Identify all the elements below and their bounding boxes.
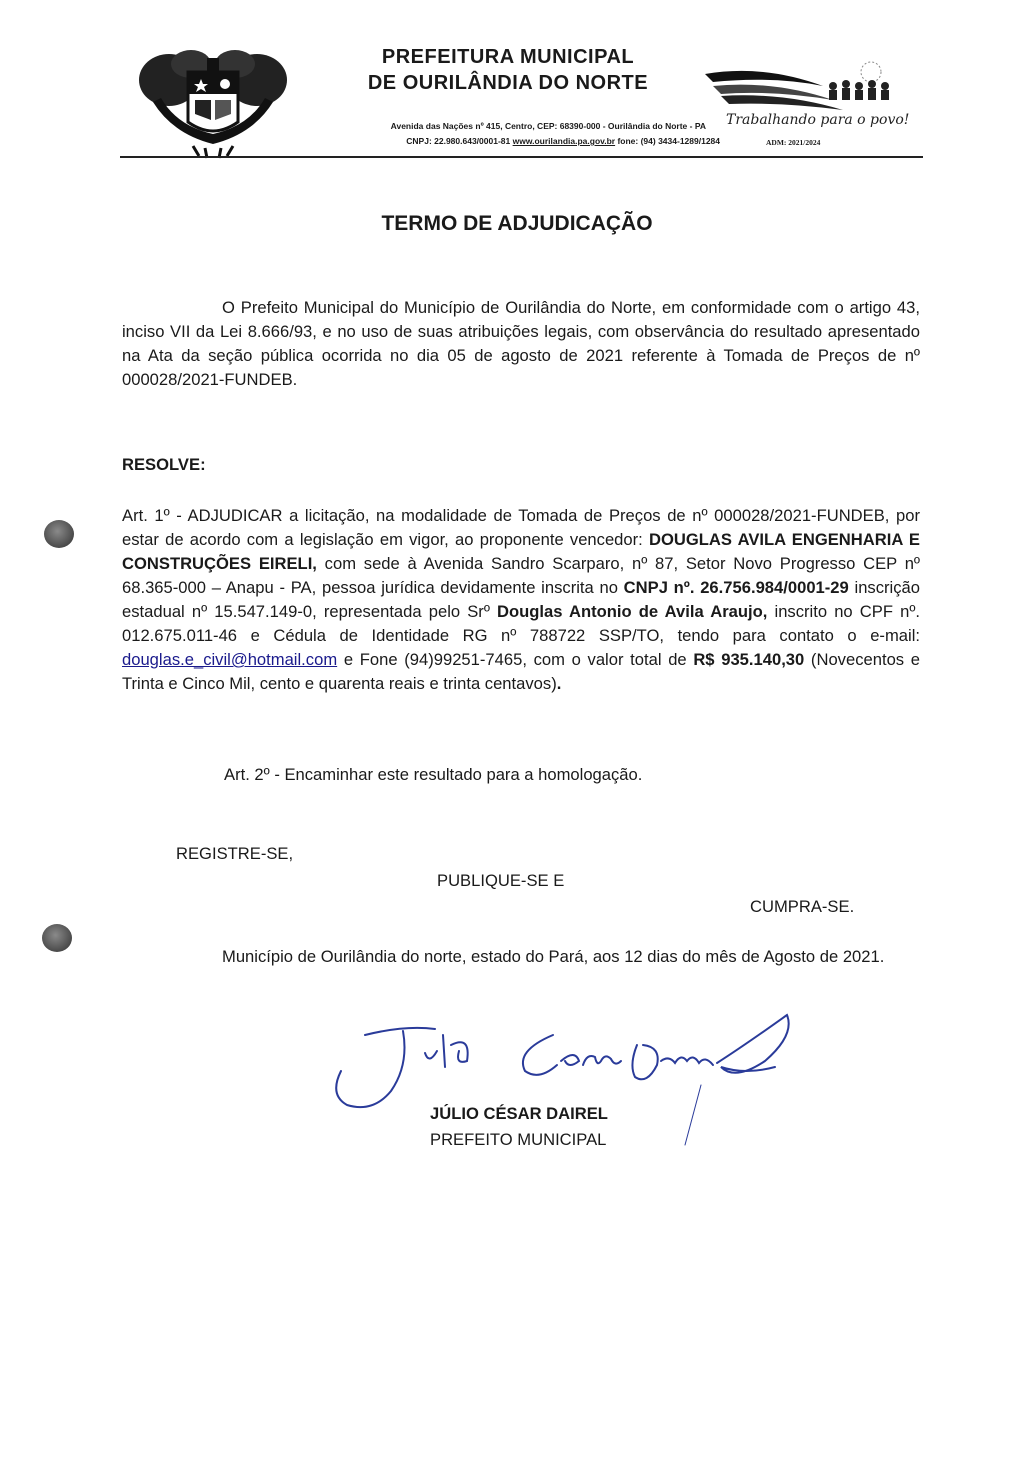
art1-text-4: inscrito no CPF nº. 012.675.011-46 e Cédula de Identidade RG nº 788722 SSP/TO, tendo para contato o e-mail: xyxy=(122,602,921,645)
publique-text: PUBLIQUE-SE E xyxy=(437,871,565,890)
intro-paragraph: O Prefeito Municipal do Município de Ourilândia do Norte, em conformidade com o artigo 43, inciso VII da Lei 8.666/93, e no uso de suas atribuições legais, com observância do resultado apresentado na Ata da seção pública ocorrida no dia 05 de agosto de 2021 referente à Tomada de Preços de nº 000028/2021-FUNDEB. xyxy=(122,298,920,389)
art1-text-3: inscrição estadual nº 15.547.149-0, representada pelo Srº xyxy=(122,578,920,621)
punch-hole-top xyxy=(44,520,74,548)
header-title-line2: DE OURILÂNDIA DO NORTE xyxy=(367,72,649,94)
art1-text-5: e Fone (94)99251-7465, com o valor total de xyxy=(337,650,694,669)
date-paragraph: Município de Ourilândia do norte, estado do Pará, aos 12 dias do mês de Agosto de 2021. xyxy=(222,947,885,966)
contact-email-link[interactable]: douglas.e_civil@hotmail.com xyxy=(122,650,338,669)
municipal-crest-logo xyxy=(133,44,293,162)
art1-period: . xyxy=(556,674,562,693)
signer-name: JÚLIO CÉSAR DAIREL xyxy=(430,1104,608,1123)
registre-text: REGISTRE-SE, xyxy=(176,844,294,863)
total-value: R$ 935.140,30 xyxy=(693,650,805,669)
company-cnpj: CNPJ nº. 26.756.984/0001-29 xyxy=(623,578,849,597)
company-name: DOUGLAS AVILA ENGENHARIA E CONSTRUÇÕES EIRELI, xyxy=(122,530,921,573)
administration-logo xyxy=(703,56,903,118)
punch-hole-bottom xyxy=(42,924,72,952)
article-2-paragraph: Art. 2º - Encaminhar este resultado para a homologação. xyxy=(224,765,643,784)
document-title: TERMO DE ADJUDICAÇÃO xyxy=(381,212,653,235)
header-cnpj: CNPJ: 22.980.643/0001-81 xyxy=(406,136,511,146)
article-1-paragraph xyxy=(122,504,920,696)
header-address: Avenida das Nações nº 415, Centro, CEP: 68390-000 - Ourilândia do Norte - PA xyxy=(390,121,706,131)
signer-role: PREFEITO MUNICIPAL xyxy=(430,1130,607,1149)
art1-text-1: Art. 1º - ADJUDICAR a licitação, na modalidade de Tomada de Preços de nº 000028/2021-FUNDEB, por estar de acordo com a legislação em vigor, ao proponente vencedor: xyxy=(122,506,920,549)
art1-text-6: (Novecentos e Trinta e Cinco Mil, cento e quarenta reais e trinta centavos) xyxy=(122,650,920,693)
art1-text-2: com sede à Avenida Sandro Scarparo, nº 87, Setor Novo Progresso CEP nº 68.365-000 – Anapu - PA, pessoa jurídica devidamente inscrita no xyxy=(122,554,920,597)
cumpra-text: CUMPRA-SE. xyxy=(750,897,855,916)
header-phone: fone: (94) 3434-1289/1284 xyxy=(617,136,720,146)
header-slogan: Trabalhando para o povo! xyxy=(726,112,910,128)
header-contact xyxy=(280,136,720,146)
header-adm: ADM: 2021/2024 xyxy=(766,138,821,147)
header-title-line1: PREFEITURA MUNICIPAL xyxy=(381,46,635,68)
header-website: www.ourilandia.pa.gov.br xyxy=(512,136,616,146)
resolve-heading: RESOLVE: xyxy=(122,455,206,474)
representative-name: Douglas Antonio de Avila Araujo, xyxy=(497,602,768,621)
header-divider xyxy=(120,156,923,158)
